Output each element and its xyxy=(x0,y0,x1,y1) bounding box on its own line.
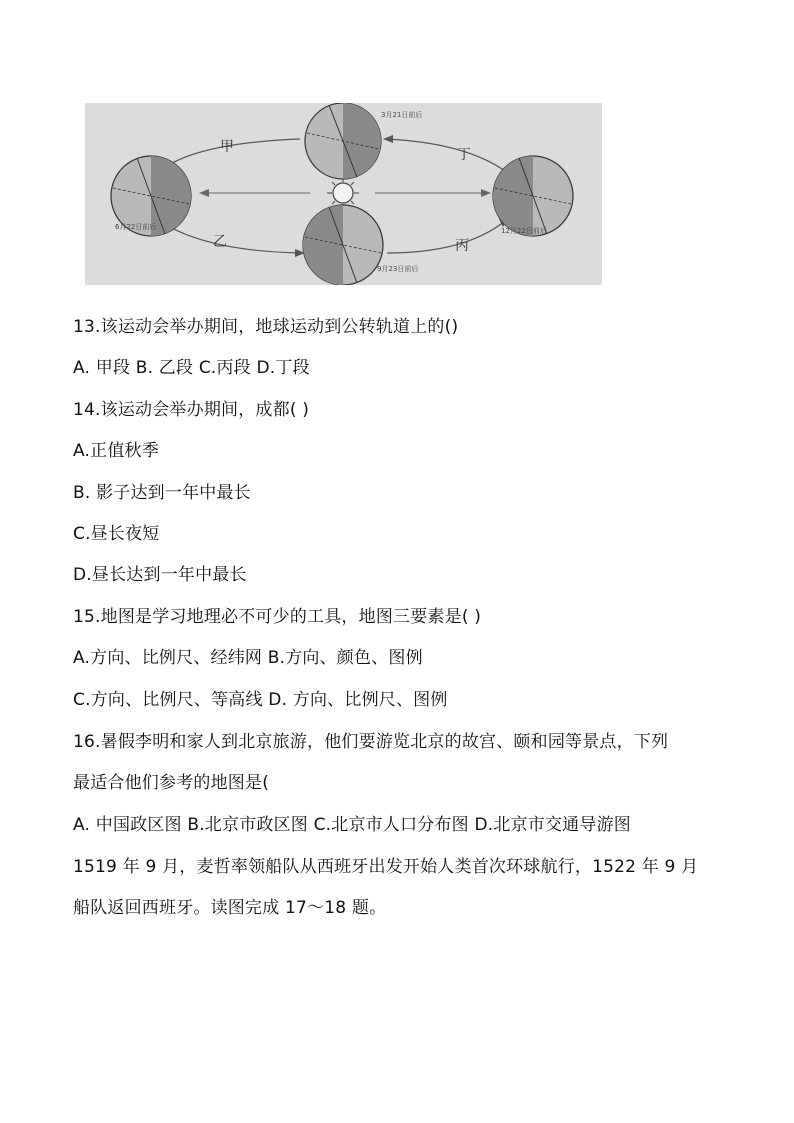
arrow-head xyxy=(481,189,491,197)
question-14-option-d: D.昼长达到一年中最长 xyxy=(73,565,247,585)
question-14-option-a: A.正值秋季 xyxy=(73,441,159,461)
question-13-options: A. 甲段 B. 乙段 C.丙段 D.丁段 xyxy=(73,358,310,378)
date-label-december: 12月22日前后 xyxy=(501,227,547,235)
intro-17-18-line-1: 1519 年 9 月，麦哲率领船队从西班牙出发开始人类首次环球航行，1522 年 9 月 xyxy=(73,857,699,877)
question-14-option-c: C.昼长夜短 xyxy=(73,524,160,544)
segment-label-jia: 甲 xyxy=(220,139,234,155)
orbit-arc-yi xyxy=(160,221,300,253)
arrow-head xyxy=(383,135,393,143)
question-16-stem-1: 16.暑假李明和家人到北京旅游，他们要游览北京的故宫、颐和园等景点，下列 xyxy=(73,732,669,752)
orbit-arc-ding xyxy=(387,139,505,171)
question-15-options-2: C.方向、比例尺、等高线 D. 方向、比例尺、图例 xyxy=(73,690,448,710)
orbit-arc-bing xyxy=(387,221,505,253)
segment-label-yi: 乙 xyxy=(213,234,227,250)
date-label-march: 3月21日前后 xyxy=(381,111,423,119)
question-14-stem: 14.该运动会举办期间，成都( ) xyxy=(73,400,310,420)
earth-march xyxy=(305,103,381,179)
arrow-head xyxy=(199,189,209,197)
orbit-svg xyxy=(85,103,602,285)
earth-revolution-diagram xyxy=(85,103,602,285)
question-16-stem-2: 最适合他们参考的地图是( xyxy=(73,773,270,793)
question-15-stem: 15.地图是学习地理必不可少的工具，地图三要素是( ) xyxy=(73,607,482,627)
question-15-options-1: A.方向、比例尺、经纬网 B.方向、颜色、图例 xyxy=(73,648,423,668)
question-16-options: A. 中国政区图 B.北京市政区图 C.北京市人口分布图 D.北京市交通导游图 xyxy=(73,815,631,835)
segment-label-bing: 丙 xyxy=(455,238,469,254)
date-label-september: 9月23日前后 xyxy=(377,265,419,273)
earth-december xyxy=(493,156,573,236)
question-14-option-b: B. 影子达到一年中最长 xyxy=(73,483,251,503)
segment-label-ding: 丁 xyxy=(457,147,471,163)
date-label-june: 6月22日前后 xyxy=(115,223,157,231)
question-13-stem: 13.该运动会举办期间，地球运动到公转轨道上的() xyxy=(73,317,459,337)
sun-icon xyxy=(327,177,359,209)
earth-september xyxy=(303,205,383,285)
intro-17-18-line-2: 船队返回西班牙。读图完成 17～18 题。 xyxy=(73,898,387,918)
